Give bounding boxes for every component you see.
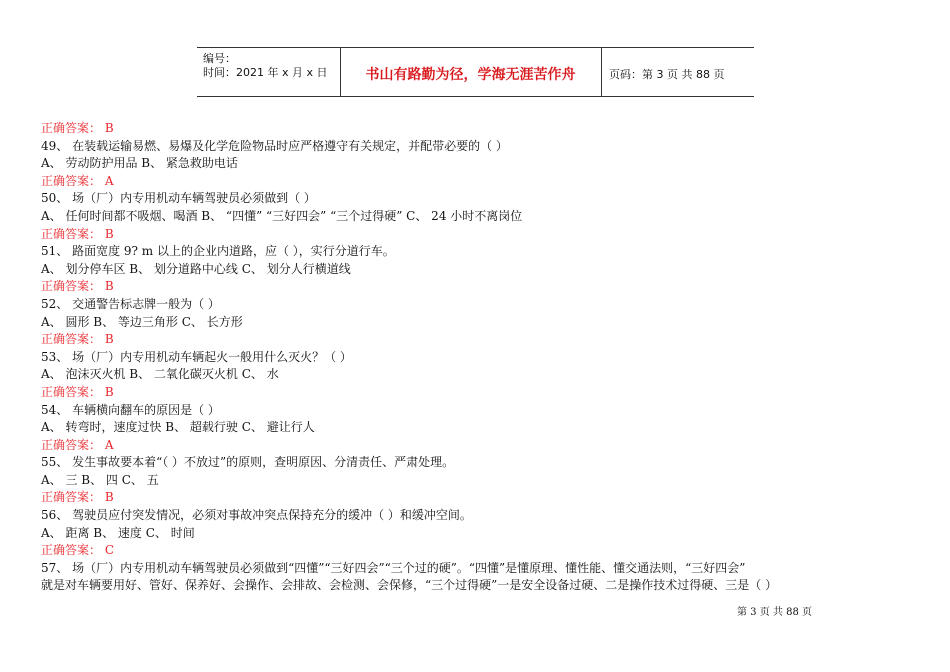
page-header (197, 47, 754, 97)
answer-line: 正确答案： B (41, 384, 114, 399)
question-line: 56、 驾驶员应付突发情况，必须对事故冲突点保持充分的缓冲（ ）和缓冲空间。 (41, 508, 472, 523)
page-footer: 第 3 页 共 88 页 (737, 607, 812, 618)
answer-line: 正确答案： A (41, 437, 114, 452)
answer-line: 正确答案： B (41, 490, 114, 505)
question-line: 50、 场（厂）内专用机动车辆驾驶员必须做到（ ） (41, 191, 316, 206)
answer-line: 正确答案： A (41, 173, 114, 188)
question-line: A、 划分停车区 B、 划分道路中心线 C、 划分人行横道线 (41, 261, 351, 276)
question-line: A、 劳动防护用品 B、 紧急救助电话 (41, 156, 238, 171)
header-time-label: 时间：2021 年 x 月 x 日 (203, 66, 328, 79)
question-line: 54、 车辆横向翻车的原因是（ ） (41, 402, 220, 417)
answer-line: 正确答案： B (41, 226, 114, 241)
header-number-label: 编号： (203, 52, 236, 65)
question-line: A、 转弯时，速度过快 B、 超载行驶 C、 避让行人 (41, 420, 315, 435)
question-line: 51、 路面宽度 9? m 以上的企业内道路，应（ ），实行分道行车。 (41, 244, 395, 259)
document-body (41, 120, 941, 595)
header-meta (203, 52, 328, 80)
question-line: A、 距离 B、 速度 C、 时间 (41, 525, 195, 540)
header-divider (601, 48, 602, 96)
question-line: 就是对车辆要用好、管好、保养好、会操作、会排故、会检测、会保修，“三个过得硬”一是安全设备过硬、二是操作技术过得硬、三是（ ） (41, 578, 778, 593)
answer-line: 正确答案： B (41, 121, 114, 135)
question-line: 52、 交通警告标志牌一般为（ ） (41, 296, 220, 311)
question-line: A、 圆形 B、 等边三角形 C、 长方形 (41, 314, 243, 329)
question-line: 57、 场（厂）内专用机动车辆驾驶员必须做到“四懂”“三好四会”“三个过的硬”。“四懂”是懂原理、懂性能、懂交通法则，“三好四会” (41, 560, 746, 575)
answer-line: 正确答案： C (41, 543, 114, 558)
answer-line: 正确答案： B (41, 279, 114, 294)
header-page-label: 页码：第 3 页 共 88 页 (609, 68, 725, 81)
header-motto: 书山有路勤为径，学海无涯苦作舟 (365, 67, 576, 83)
question-line: 53、 场（厂）内专用机动车辆起火一般用什么灭火？（ ） (41, 349, 352, 364)
question-line: A、 三 B、 四 C、 五 (41, 472, 159, 487)
question-line: A、 泡沫灭火机 B、 二氧化碳灭火机 C、 水 (41, 367, 279, 382)
question-line: 49、 在装载运输易燃、易爆及化学危险物品时应严格遵守有关规定，并配带必要的（ ） (41, 138, 508, 153)
answer-line: 正确答案： B (41, 332, 114, 347)
question-line: A、 任何时间都不吸烟、喝酒 B、 “四懂” “三好四会” “三个过得硬” C、 24 小时不离岗位 (41, 208, 523, 223)
question-line: 55、 发生事故要本着“（ ）不放过”的原则，查明原因、分清责任、严肃处理。 (41, 455, 455, 470)
